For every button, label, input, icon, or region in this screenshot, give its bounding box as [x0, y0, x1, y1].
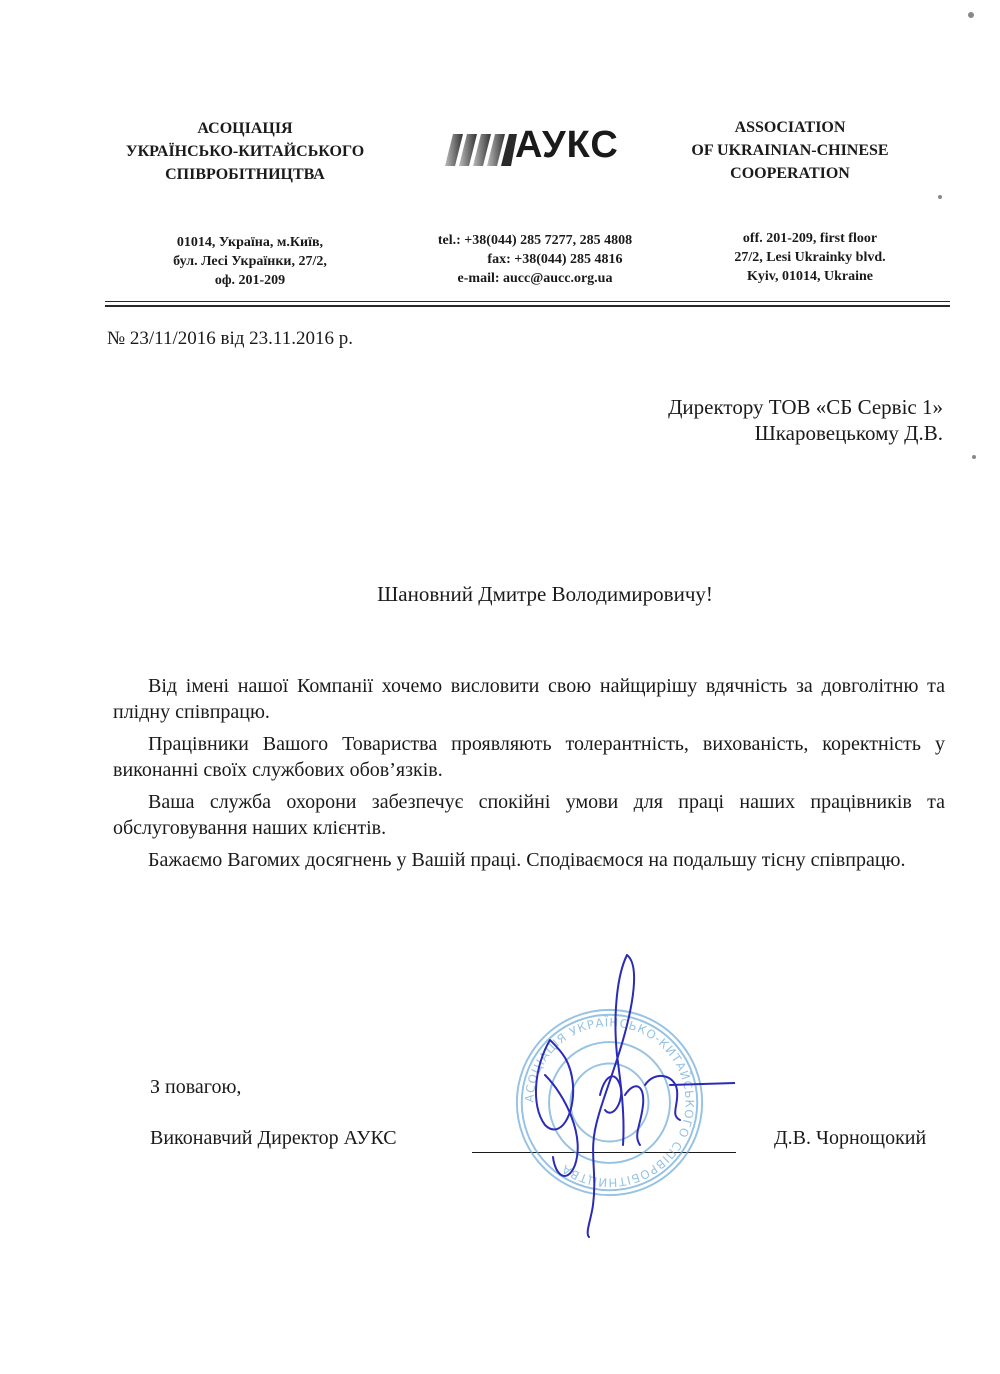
- org-en-line: COOPERATION: [730, 165, 850, 182]
- body-paragraph: Від імені нашої Компанії хочемо висловити свою найщирішу вдячність за довголітню та плідну співпрацю.: [113, 675, 945, 723]
- org-en-line: ASSOCIATION: [734, 119, 846, 136]
- address-ukrainian: [130, 233, 370, 290]
- signatory-name: Д.В. Чорнощокий: [774, 1127, 927, 1149]
- closing-phrase: З повагою,: [150, 1076, 242, 1098]
- contact-info: [405, 231, 665, 288]
- recipient-line: Шкаровецькому Д.В.: [754, 421, 943, 445]
- scan-speck: [938, 195, 942, 199]
- reference-number: № 23/11/2016 від 23.11.2016 р.: [107, 328, 353, 349]
- handwritten-signature: [505, 945, 735, 1240]
- address-en-line: 27/2, Lesi Ukrainky blvd.: [734, 250, 886, 265]
- org-ua-line: АСОЦІАЦІЯ: [197, 120, 293, 137]
- address-english: [695, 229, 925, 286]
- signatory-title: Виконавчий Директор АУКС: [150, 1127, 397, 1149]
- recipient-line: Директору ТОВ «СБ Сервіс 1»: [668, 395, 943, 419]
- address-en-line: off. 201-209, first floor: [742, 231, 878, 246]
- aucc-logo: [445, 124, 645, 168]
- org-ua-line: СПІВРОБІТНИЦТВА: [165, 166, 325, 183]
- fax-line: fax: +38(044) 285 4816: [487, 252, 623, 267]
- scan-speck: [968, 12, 974, 18]
- email-line: e-mail: aucc@aucc.org.ua: [457, 271, 613, 286]
- logo-text: АУКС: [515, 124, 619, 166]
- scan-speck: [972, 455, 976, 459]
- body-paragraph: Працівники Вашого Товариства проявляють толерантність, вихованість, коректність у виконанні своїх службових обов’язків.: [113, 733, 945, 781]
- body-paragraph: Ваша служба охорони забезпечує спокійні умови для праці наших працівників та обслуговування наших клієнтів.: [113, 791, 945, 839]
- recipient-block: [668, 394, 943, 446]
- letter-body: [113, 673, 945, 879]
- address-en-line: Kyiv, 01014, Ukraine: [746, 269, 873, 284]
- salutation: Шановний Дмитре Володимировичу!: [377, 582, 713, 606]
- org-name-english: [660, 116, 920, 185]
- phone-line: tel.: +38(044) 285 7277, 285 4808: [437, 233, 633, 248]
- address-ua-line: бул. Лесі Українки, 27/2,: [173, 254, 327, 269]
- address-ua-line: 01014, Україна, м.Київ,: [176, 235, 324, 250]
- org-name-ukrainian: [95, 117, 395, 186]
- header-divider-thick: [105, 305, 950, 307]
- logo-stripes-icon: [445, 134, 517, 166]
- header-divider-thin: [105, 301, 950, 302]
- stamp-ring-text: АСОЦІАЦІЯ УКРАЇНСЬКО-КИТАЙСЬКОГО СПІВРОБІТНИЦТВА: [522, 1015, 697, 1190]
- body-paragraph: Бажаємо Вагомих досягнень у Вашій праці. Сподіваємося на подальшу тісну співпрацю.: [148, 849, 906, 871]
- org-en-line: OF UKRAINIAN-CHINESE: [691, 142, 889, 159]
- org-ua-line: УКРАЇНСЬКО-КИТАЙСЬКОГО: [125, 143, 365, 160]
- address-ua-line: оф. 201-209: [214, 273, 286, 288]
